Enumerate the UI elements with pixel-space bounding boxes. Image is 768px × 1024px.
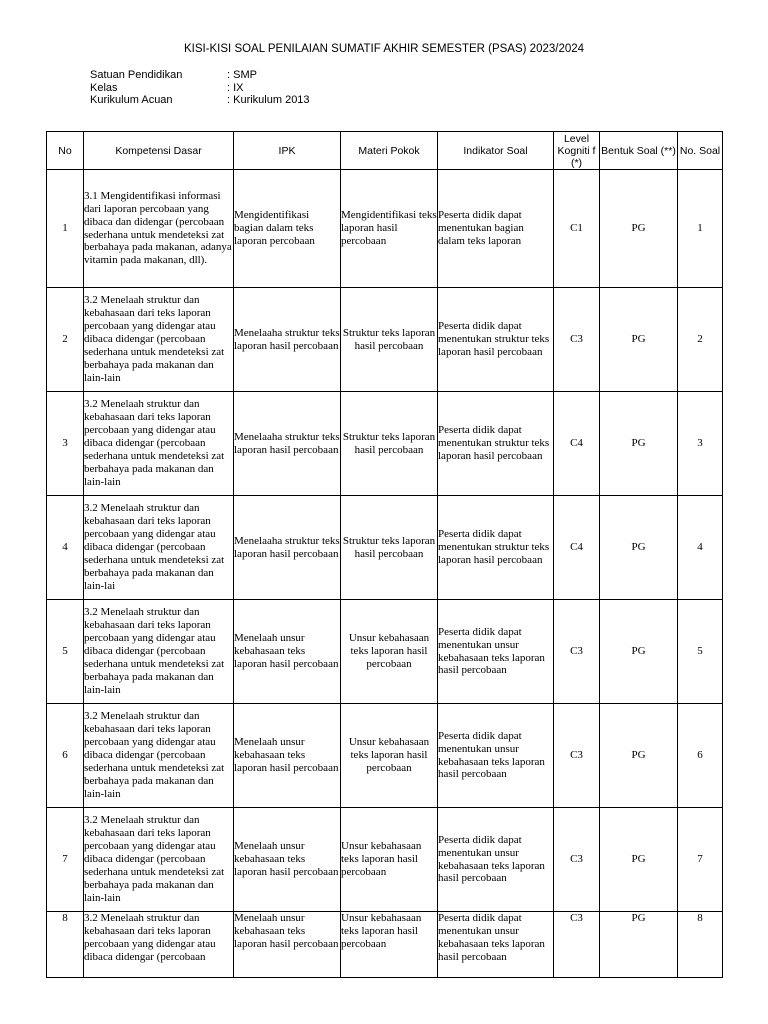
header-bentuk-soal: Bentuk Soal (**) bbox=[600, 132, 678, 170]
meta-row-satuan bbox=[90, 69, 310, 82]
cell-kompetensi-dasar: 3.2 Menelaah struktur dan kebahasaan dari teks laporan percobaan yang didengar atau dibaca didengar (percobaan sederhana untuk mendeteksi zat berbahaya pada makanan dan lain-lain bbox=[84, 288, 234, 392]
cell-level-kognitif: C3 bbox=[554, 600, 600, 704]
header-materi-pokok: Materi Pokok bbox=[341, 132, 438, 170]
cell-materi-pokok: Unsur kebahasaan teks laporan hasil percobaan bbox=[341, 704, 438, 808]
header-level-kognitif: Level Kogniti f (*) bbox=[554, 132, 600, 170]
cell-ipk: Menelaaha struktur teks laporan hasil percobaan bbox=[234, 288, 341, 392]
cell-ipk: Mengidentifikasi bagian dalam teks laporan percobaan bbox=[234, 170, 341, 288]
cell-bentuk-soal: PG bbox=[600, 170, 678, 288]
cell-kompetensi-dasar: 3.2 Menelaah struktur dan kebahasaan dari teks laporan percobaan yang didengar atau dibaca didengar (percobaan sederhana untuk mendeteksi zat berbahaya pada makanan dan lain-lain bbox=[84, 392, 234, 496]
table-header-row bbox=[47, 132, 723, 170]
cell-level-kognitif: C3 bbox=[554, 808, 600, 912]
table-row bbox=[47, 808, 723, 912]
meta-label: Satuan Pendidikan bbox=[90, 69, 183, 81]
cell-indikator-soal: Peserta didik dapat menentukan struktur teks laporan hasil percobaan bbox=[438, 392, 554, 496]
document-meta bbox=[90, 69, 310, 107]
cell-materi-pokok: Struktur teks laporan hasil percobaan bbox=[341, 288, 438, 392]
cell-bentuk-soal: PG bbox=[600, 496, 678, 600]
header-indikator-soal: Indikator Soal bbox=[438, 132, 554, 170]
meta-value: : SMP bbox=[227, 69, 257, 81]
cell-ipk: Menelaaha struktur teks laporan hasil percobaan bbox=[234, 496, 341, 600]
cell-materi-pokok: Struktur teks laporan hasil percobaan bbox=[341, 392, 438, 496]
cell-bentuk-soal: PG bbox=[600, 912, 678, 978]
cell-kompetensi-dasar: 3.2 Menelaah struktur dan kebahasaan dari teks laporan percobaan yang didengar atau dibaca didengar (percobaan bbox=[84, 912, 234, 978]
cell-no-soal: 2 bbox=[678, 288, 723, 392]
cell-no-soal: 8 bbox=[678, 912, 723, 978]
meta-row-kelas bbox=[90, 82, 310, 95]
cell-indikator-soal: Peserta didik dapat menentukan struktur teks laporan hasil percobaan bbox=[438, 288, 554, 392]
cell-bentuk-soal: PG bbox=[600, 288, 678, 392]
cell-level-kognitif: C3 bbox=[554, 704, 600, 808]
cell-no: 6 bbox=[47, 704, 84, 808]
cell-bentuk-soal: PG bbox=[600, 600, 678, 704]
meta-value: : Kurikulum 2013 bbox=[227, 94, 310, 106]
cell-no-soal: 3 bbox=[678, 392, 723, 496]
cell-level-kognitif: C4 bbox=[554, 496, 600, 600]
cell-kompetensi-dasar: 3.2 Menelaah struktur dan kebahasaan dari teks laporan percobaan yang didengar atau dibaca didengar (percobaan sederhana untuk mendeteksi zat berbahaya pada makanan dan lain-lain bbox=[84, 600, 234, 704]
table-row bbox=[47, 912, 723, 978]
meta-label: Kurikulum Acuan bbox=[90, 94, 173, 106]
cell-materi-pokok: Struktur teks laporan hasil percobaan bbox=[341, 496, 438, 600]
document-title: KISI-KISI SOAL PENILAIAN SUMATIF AKHIR SEMESTER (PSAS) 2023/2024 bbox=[183, 43, 585, 55]
table-row bbox=[47, 288, 723, 392]
cell-materi-pokok: Unsur kebahasaan teks laporan hasil percobaan bbox=[341, 912, 438, 978]
cell-no: 5 bbox=[47, 600, 84, 704]
cell-materi-pokok: Mengidentifikasi teks laporan hasil percobaan bbox=[341, 170, 438, 288]
cell-level-kognitif: C3 bbox=[554, 288, 600, 392]
cell-materi-pokok: Unsur kebahasaan teks laporan hasil percobaan bbox=[341, 600, 438, 704]
cell-no: 2 bbox=[47, 288, 84, 392]
cell-kompetensi-dasar: 3.2 Menelaah struktur dan kebahasaan dari teks laporan percobaan yang didengar atau dibaca didengar (percobaan sederhana untuk mendeteksi zat berbahaya pada makanan dan lain-lain bbox=[84, 808, 234, 912]
cell-level-kognitif: C3 bbox=[554, 912, 600, 978]
cell-level-kognitif: C4 bbox=[554, 392, 600, 496]
cell-indikator-soal: Peserta didik dapat menentukan unsur kebahasaan teks laporan hasil percobaan bbox=[438, 808, 554, 912]
cell-no-soal: 5 bbox=[678, 600, 723, 704]
cell-no: 8 bbox=[47, 912, 84, 978]
table-row bbox=[47, 496, 723, 600]
cell-level-kognitif: C1 bbox=[554, 170, 600, 288]
kisi-kisi-table bbox=[46, 131, 723, 978]
cell-no-soal: 4 bbox=[678, 496, 723, 600]
cell-no-soal: 1 bbox=[678, 170, 723, 288]
header-ipk: IPK bbox=[234, 132, 341, 170]
cell-kompetensi-dasar: 3.1 Mengidentifikasi informasi dari laporan percobaan yang dibaca dan didengar (percobaan sederhana untuk mendeteksi zat berbahaya pada makanan, adanya vitamin pada makanan, dll). bbox=[84, 170, 234, 288]
meta-value: : IX bbox=[227, 81, 244, 94]
table-row bbox=[47, 392, 723, 496]
cell-no: 7 bbox=[47, 808, 84, 912]
cell-indikator-soal: Peserta didik dapat menentukan unsur kebahasaan teks laporan hasil percobaan bbox=[438, 600, 554, 704]
cell-indikator-soal: Peserta didik dapat menentukan unsur kebahasaan teks laporan hasil percobaan bbox=[438, 704, 554, 808]
cell-ipk: Menelaah unsur kebahasaan teks laporan hasil percobaan bbox=[234, 600, 341, 704]
cell-indikator-soal: Peserta didik dapat menentukan struktur teks laporan hasil percobaan bbox=[438, 496, 554, 600]
cell-materi-pokok: Unsur kebahasaan teks laporan hasil percobaan bbox=[341, 808, 438, 912]
cell-bentuk-soal: PG bbox=[600, 808, 678, 912]
cell-no-soal: 6 bbox=[678, 704, 723, 808]
cell-no: 1 bbox=[47, 170, 84, 288]
header-no: No bbox=[47, 132, 84, 170]
cell-ipk: Menelaah unsur kebahasaan teks laporan hasil percobaan bbox=[234, 704, 341, 808]
meta-label: Kelas bbox=[90, 81, 118, 94]
table-row bbox=[47, 600, 723, 704]
cell-ipk: Menelaaha struktur teks laporan hasil percobaan bbox=[234, 392, 341, 496]
cell-bentuk-soal: PG bbox=[600, 704, 678, 808]
header-kompetensi-dasar: Kompetensi Dasar bbox=[84, 132, 234, 170]
table-row bbox=[47, 704, 723, 808]
cell-ipk: Menelaah unsur kebahasaan teks laporan hasil percobaan bbox=[234, 912, 341, 978]
cell-kompetensi-dasar: 3.2 Menelaah struktur dan kebahasaan dari teks laporan percobaan yang didengar atau dibaca didengar (percobaan sederhana untuk mendeteksi zat berbahaya pada makanan dan lain-lai bbox=[84, 496, 234, 600]
cell-indikator-soal: Peserta didik dapat menentukan unsur kebahasaan teks laporan hasil percobaan bbox=[438, 912, 554, 978]
cell-no: 3 bbox=[47, 392, 84, 496]
cell-ipk: Menelaah unsur kebahasaan teks laporan hasil percobaan bbox=[234, 808, 341, 912]
header-no-soal: No. Soal bbox=[678, 132, 723, 170]
cell-kompetensi-dasar: 3.2 Menelaah struktur dan kebahasaan dari teks laporan percobaan yang didengar atau dibaca didengar (percobaan sederhana untuk mendeteksi zat berbahaya pada makanan dan lain-lain bbox=[84, 704, 234, 808]
cell-bentuk-soal: PG bbox=[600, 392, 678, 496]
cell-no: 4 bbox=[47, 496, 84, 600]
cell-no-soal: 7 bbox=[678, 808, 723, 912]
meta-row-kurikulum bbox=[90, 94, 310, 107]
table-row bbox=[47, 170, 723, 288]
cell-indikator-soal: Peserta didik dapat menentukan bagian dalam teks laporan bbox=[438, 170, 554, 288]
